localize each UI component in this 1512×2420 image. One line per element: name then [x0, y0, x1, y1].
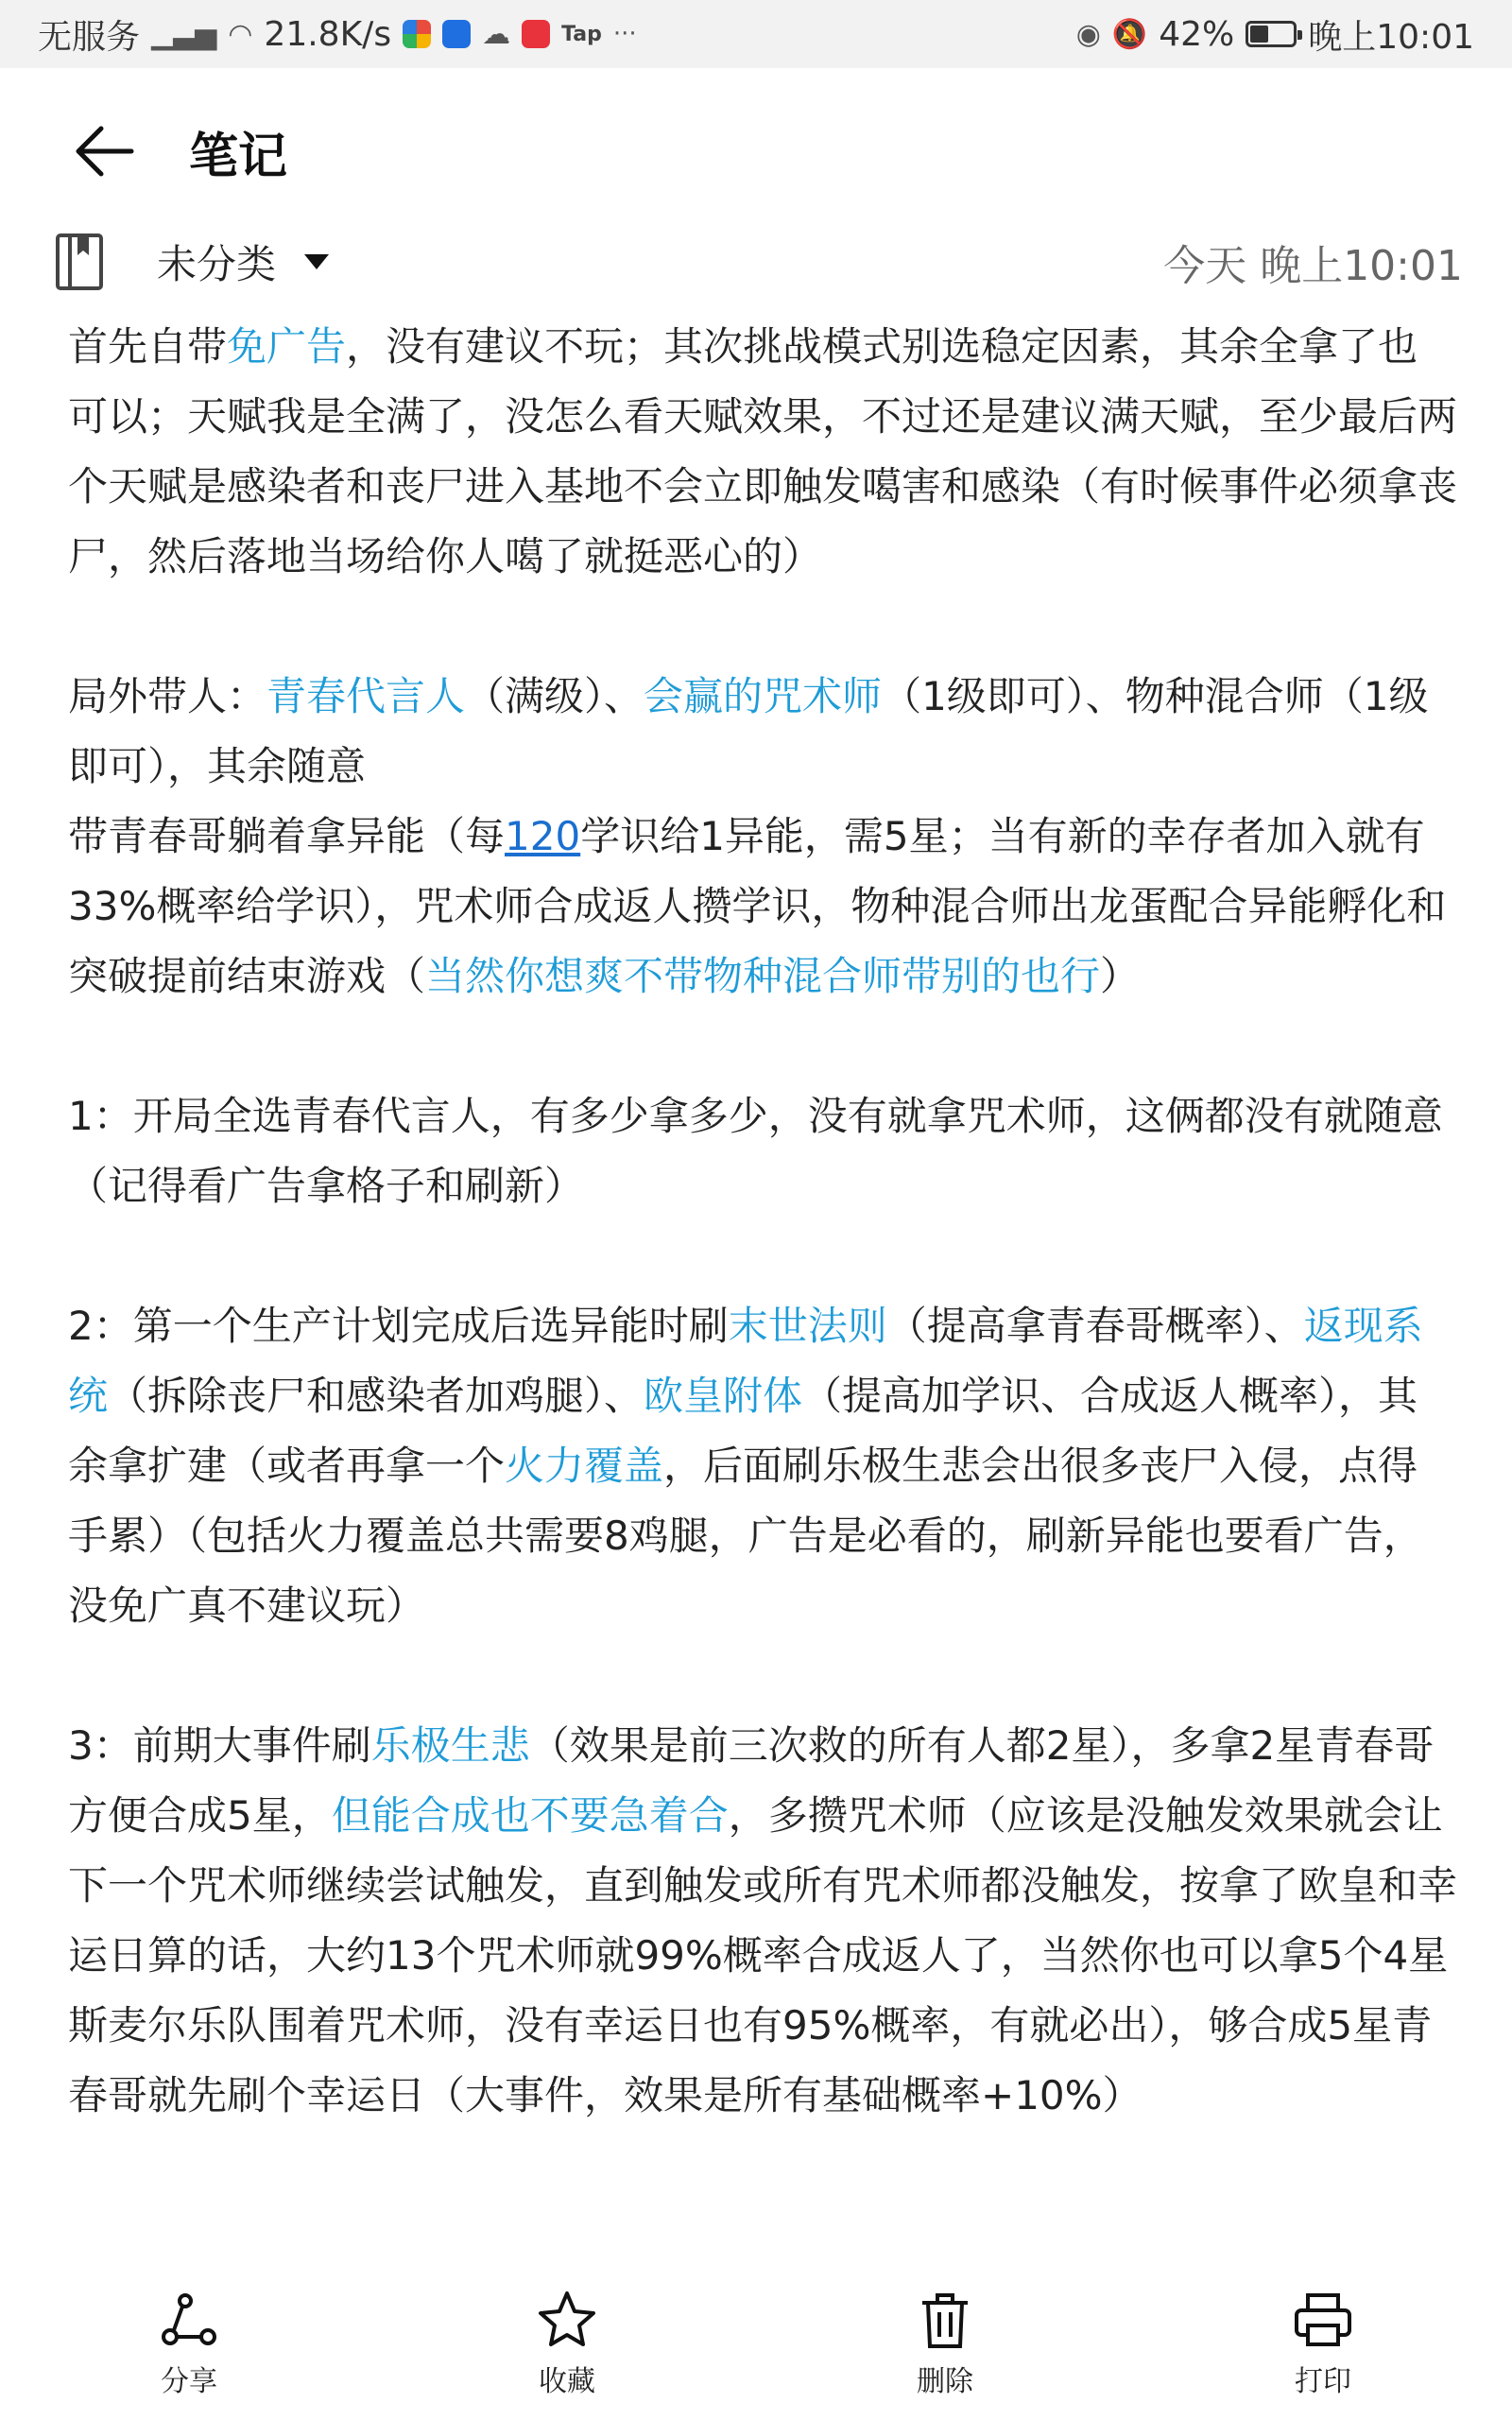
note-text: ，没有建议不玩；其次挑战模式别选稳定因素，其余全拿了也可以；天赋我是全满了，没怎么看天赋效果，不过还是建议满天赋，至少最后两个天赋是感染者和丧尸进入基地不会立即触发噶害和感染（有时候事件必须拿丧尸，然后落地当场给你人噶了就挺恶心的）: [68, 323, 1458, 579]
note-text: 局外带人：: [68, 673, 267, 719]
note-text: 首先自带: [68, 323, 228, 370]
share-icon: [157, 2288, 221, 2352]
highlighted-text: 青春代言人: [266, 673, 466, 719]
paragraph-spacer: [68, 1011, 1457, 1081]
highlighted-text: 但能合成也不要急着合: [331, 1792, 729, 1839]
note-text: 3：前期大事件刷: [68, 1722, 371, 1769]
note-text: ，后面刷乐极生悲会出很多丧尸入侵，点得手累）（包括火力覆盖总共需要8鸡腿，广告是必看的，刷新异能也要看广告，没免广真不建议玩）: [68, 1443, 1423, 1629]
note-body[interactable]: [68, 312, 1457, 2131]
note-text: （拆除丧尸和感染者加鸡腿）、: [108, 1373, 644, 1419]
paragraph-spacer: [68, 1221, 1457, 1291]
star-icon: [535, 2288, 599, 2352]
back-arrow-icon: [71, 123, 137, 180]
eye-icon: ◉: [1075, 17, 1101, 51]
number-link[interactable]: 120: [505, 813, 581, 859]
paragraph-spacer: [68, 1641, 1457, 1711]
category-selector[interactable]: [157, 233, 329, 290]
note-paragraph: [68, 1081, 1457, 1221]
note-paragraph: [68, 1291, 1457, 1641]
status-left: [38, 10, 637, 59]
highlighted-text: 欧皇附体: [644, 1373, 803, 1419]
app-header: [0, 95, 1512, 208]
chevron-down-icon: [304, 254, 329, 269]
print-label: 打印: [1295, 2365, 1351, 2398]
highlighted-text: 当然你想爽不带物种混合师带别的也行: [425, 953, 1101, 999]
network-speed: 21.8K/s: [264, 14, 392, 54]
note-text: （提高加学识、合成返人概率），其余拿扩建（或者再拿一个: [68, 1373, 1418, 1489]
notebook-icon: [55, 233, 104, 291]
favorite-label: 收藏: [539, 2365, 595, 2398]
clock: 晚上10:01: [1308, 17, 1474, 57]
shield-app-icon: [442, 20, 471, 48]
highlighted-text: 末世法则: [728, 1303, 887, 1349]
trash-icon: [913, 2288, 977, 2352]
note-text: （满级）、: [465, 673, 644, 719]
print-button[interactable]: [1134, 2269, 1512, 2420]
note-meta-row: [0, 219, 1512, 304]
note-text: （效果是前三次救的所有人都2星），多拿2星青春哥方便合成5星，: [68, 1722, 1435, 1839]
cloud-icon: ☁: [482, 17, 511, 51]
note-timestamp: 今天 晚上10:01: [1163, 242, 1463, 290]
highlighted-text: 返现系统: [68, 1303, 1423, 1419]
note-text: 学识给1异能，需5星；当有新的幸存者加入就有33%概率给学识），咒术师合成返人攒学识，物种混合师出龙蛋配合异能孵化和突破提前结束游戏（: [68, 813, 1447, 999]
app-notification-icon: [403, 20, 431, 48]
battery-percent: 42%: [1159, 14, 1235, 54]
favorite-button[interactable]: [378, 2269, 756, 2420]
note-paragraph: [68, 802, 1457, 1011]
highlighted-text: 火力覆盖: [505, 1443, 664, 1489]
note-text: 带青春哥躺着拿异能（每: [68, 813, 506, 859]
note-text: ）: [1100, 953, 1141, 999]
delete-button[interactable]: [756, 2269, 1134, 2420]
note-text: 2：第一个生产计划完成后选异能时刷: [68, 1303, 729, 1349]
highlighted-text: 会赢的咒术师: [644, 673, 883, 719]
paragraph-spacer: [68, 592, 1457, 662]
note-text: ，多攒咒术师（应该是没触发效果就会让下一个咒术师继续尝试触发，直到触发或所有咒术师都没触发，按拿了欧皇和幸运日算的话，大约13个咒术师就99%概率合成返人了，当然你也可以拿5个4星斯麦尔乐队围着咒术师，没有幸运日也有95%概率，有就必出），够合成5星青春哥就先刷个幸运日（大事件，效果是所有基础概率+10%）: [68, 1792, 1458, 2118]
highlighted-text: 免广告: [227, 323, 347, 370]
note-text: 1：开局全选青春代言人，有多少拿多少，没有就拿咒术师，这俩都没有就随意（记得看广告拿格子和刷新）: [68, 1093, 1443, 1209]
tap-app-label: Tap: [561, 22, 602, 46]
note-text: （1级即可）、物种混合师（1级即可），其余随意: [68, 673, 1429, 789]
status-bar: [0, 0, 1512, 68]
status-right: [1076, 10, 1474, 59]
share-label: 分享: [161, 2365, 217, 2398]
note-paragraph: [68, 662, 1457, 802]
netease-music-icon: [522, 20, 550, 48]
carrier-text: 无服务: [38, 17, 141, 57]
note-paragraph: [68, 312, 1457, 592]
more-notifications-icon: ···: [612, 20, 637, 48]
signal-icon: ▁▃▅: [151, 17, 217, 51]
back-button[interactable]: [57, 104, 151, 199]
bottom-toolbar: [0, 2269, 1512, 2420]
page-title: 笔记: [189, 128, 288, 185]
note-text: （提高拿青春哥概率）、: [886, 1303, 1304, 1349]
delete-label: 删除: [917, 2365, 973, 2398]
category-label: 未分类: [157, 241, 277, 287]
battery-icon: [1246, 21, 1297, 47]
wifi-icon: ◠: [228, 17, 253, 51]
note-paragraph: [68, 1711, 1457, 2131]
battery-fill: [1250, 26, 1267, 43]
share-button[interactable]: [0, 2269, 378, 2420]
highlighted-text: 乐极生悲: [370, 1722, 530, 1769]
mute-bell-icon: 🔕: [1111, 17, 1148, 51]
printer-icon: [1291, 2288, 1355, 2352]
